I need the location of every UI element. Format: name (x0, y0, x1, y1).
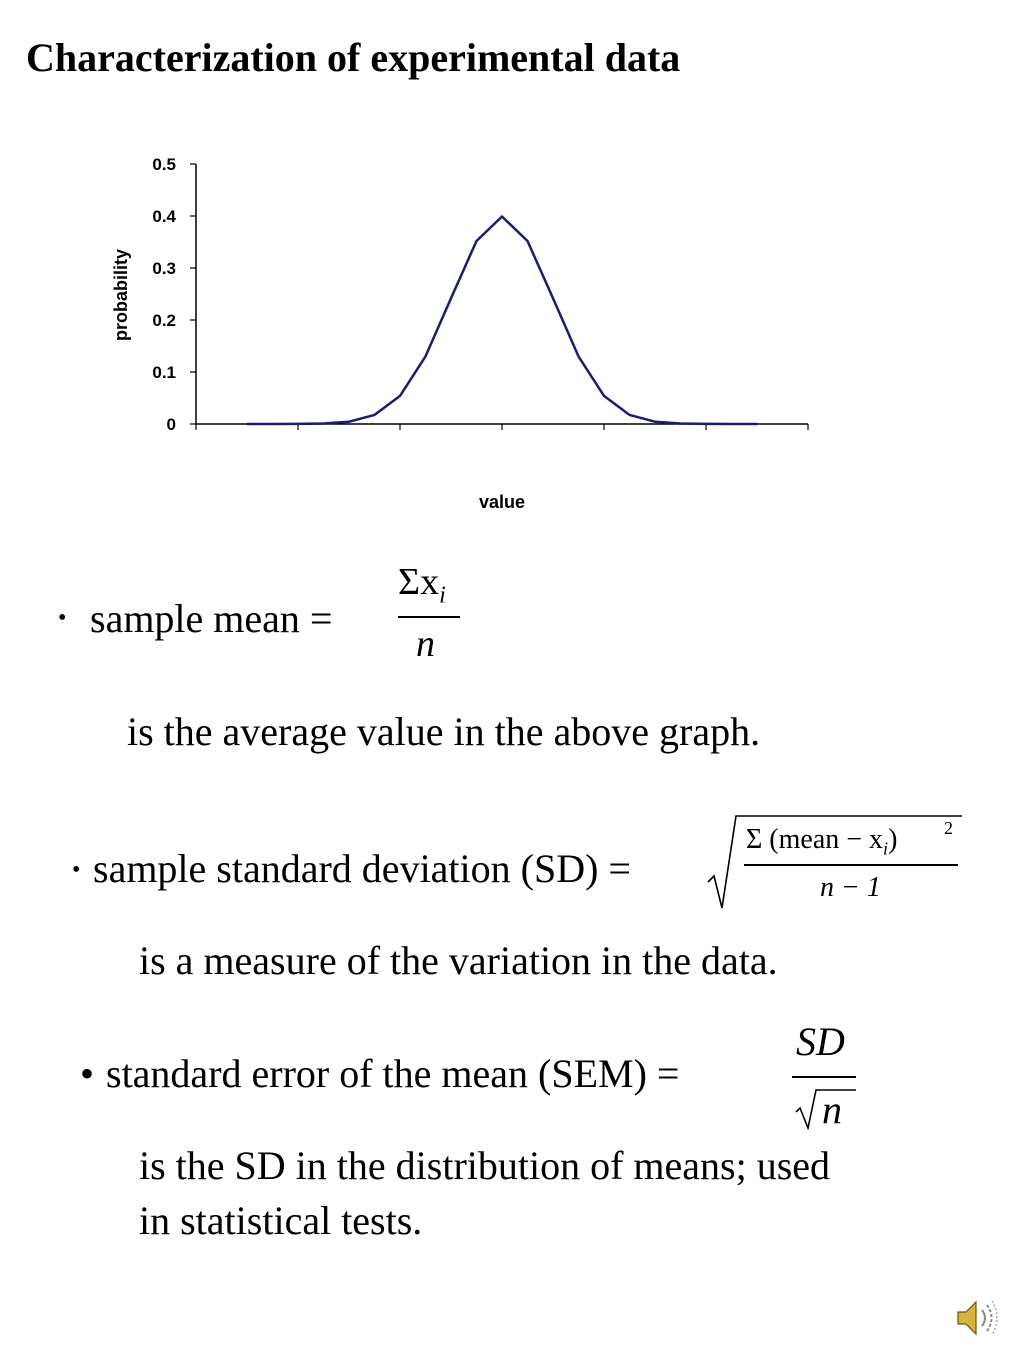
sd-numerator: Σ (mean − x (746, 824, 884, 855)
sem-numerator: SD (796, 1019, 845, 1064)
x-axis-label: value (478, 492, 526, 512)
mean-denominator: n (416, 623, 435, 665)
slide-title: Characterization of experimental data (26, 35, 681, 80)
y-tick-label: 0.1 (152, 363, 176, 382)
sd-formula (740, 816, 962, 912)
sem-label: standard error of the mean (SEM) = (106, 1051, 680, 1096)
y-tick-label: 0.4 (152, 207, 176, 226)
y-tick-label: 0 (166, 415, 176, 434)
y-tick-label: 0.5 (152, 155, 176, 174)
sd-close-paren: ) (888, 824, 898, 855)
normal-distribution-chart (0, 0, 1024, 540)
bullet-marker: • (58, 605, 67, 631)
sem-denominator: n (822, 1087, 842, 1132)
sd-note: is a measure of the variation in the data. (139, 938, 778, 983)
sd-exponent: 2 (944, 818, 953, 838)
sem-formula (790, 1018, 860, 1130)
sem-note-line-1: is the SD in the distribution of means; used (139, 1143, 831, 1188)
y-axis-label: probability (111, 248, 131, 342)
series-line (247, 217, 757, 425)
bullet-marker: • (72, 857, 81, 883)
sem-note-line-2: in statistical tests. (139, 1198, 423, 1243)
fraction-bar (792, 1076, 856, 1078)
sd-subscript: i (883, 838, 889, 859)
y-tick-label: 0.2 (152, 311, 176, 330)
sample-mean-note: is the average value in the above graph. (127, 709, 761, 754)
mean-numerator: Σx (398, 561, 440, 603)
speaker-icon[interactable] (952, 1296, 1000, 1340)
fraction-bar (744, 864, 958, 866)
y-tick-label: 0.3 (152, 259, 176, 278)
sample-mean-label: sample mean = (90, 596, 333, 641)
fraction-bar (398, 616, 460, 618)
sd-denominator: n − 1 (820, 872, 881, 903)
bullet-marker: • (80, 1051, 95, 1096)
sample-mean-formula (390, 560, 470, 670)
mean-subscript: i (439, 582, 446, 609)
sd-label: sample standard deviation (SD) = (93, 846, 631, 891)
